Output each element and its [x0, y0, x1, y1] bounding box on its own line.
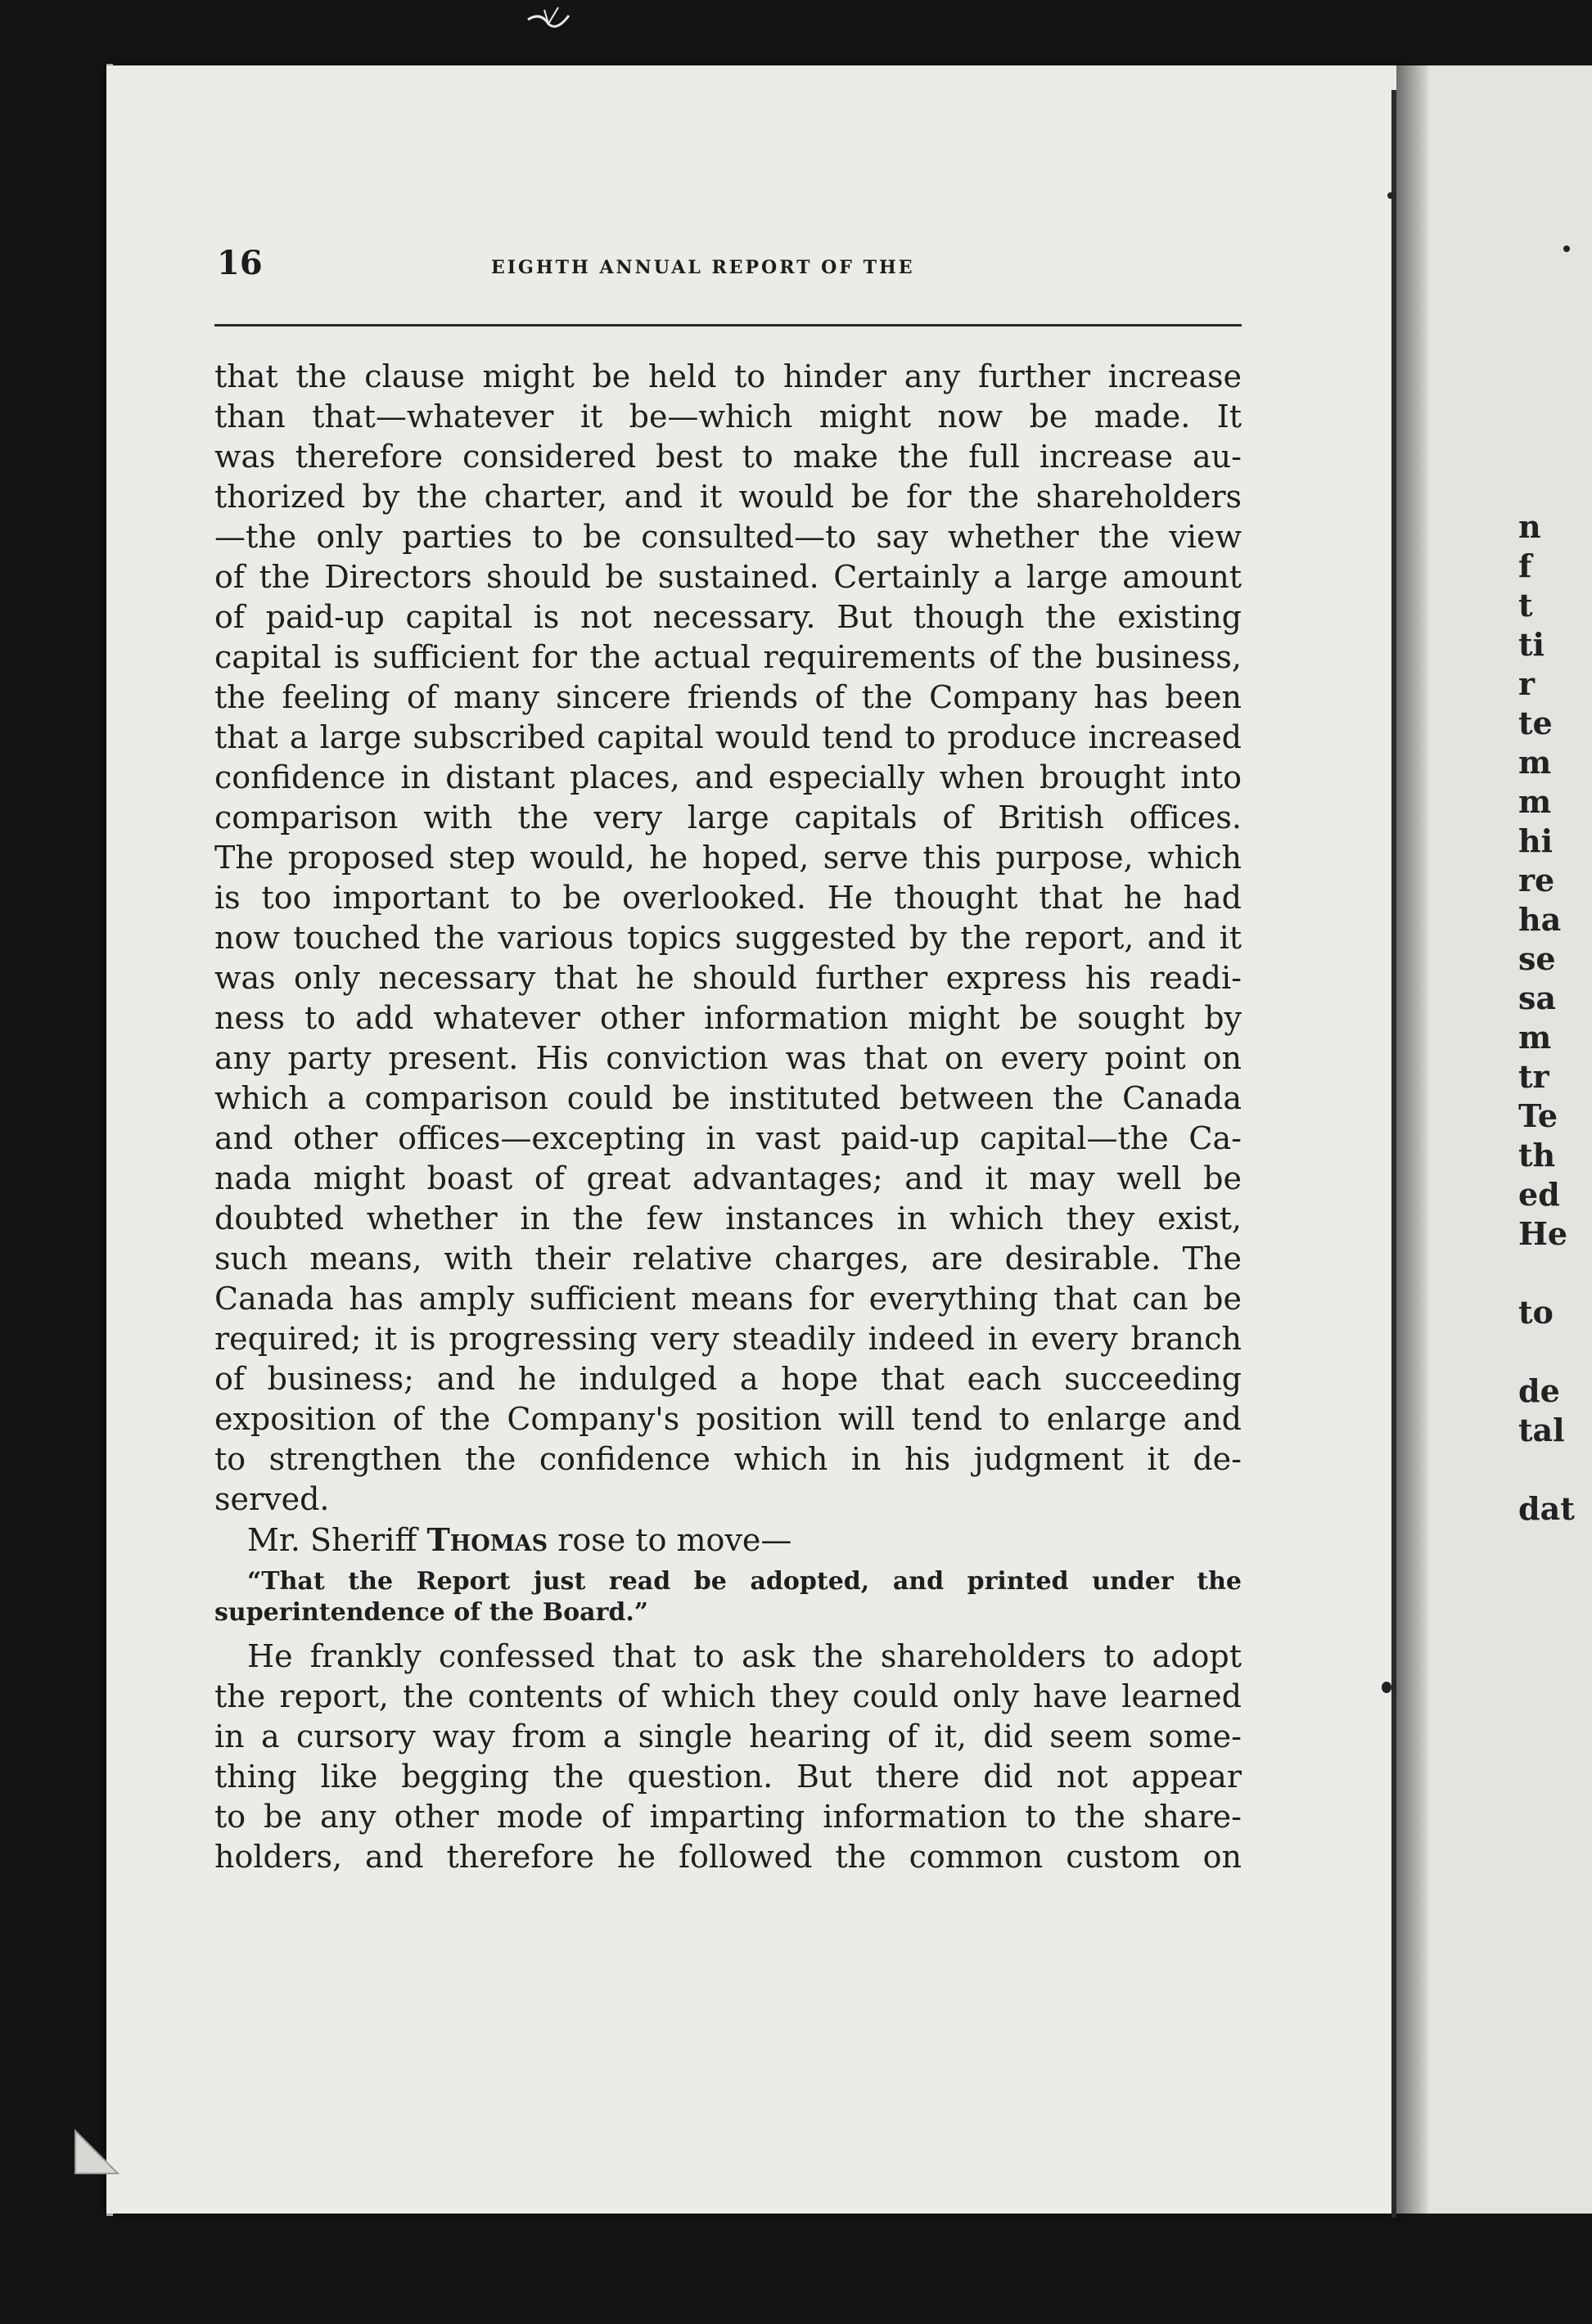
text-line: ness to add whatever other information might be sought by	[214, 1000, 1242, 1036]
folded-corner-icon	[72, 2128, 121, 2177]
text-line: exposition of the Company's position will tend to enlarge and	[214, 1401, 1242, 1437]
page-number: 16	[217, 244, 263, 282]
fragment: m	[1518, 744, 1552, 781]
quote-line: superintendence of the Board.”	[214, 1598, 649, 1627]
text-line: doubted whether in the few instances in which they exist,	[214, 1200, 1242, 1236]
fragment: ti	[1518, 626, 1545, 663]
fragment	[1518, 1254, 1584, 1293]
text-line: that the clause might be held to hinder any further increase	[214, 358, 1242, 394]
text-line: such means, with their relative charges, are desirable. The	[214, 1241, 1242, 1277]
fragment	[1518, 1450, 1584, 1489]
fragment: t	[1518, 587, 1533, 624]
text-line: thing like begging the question. But there did not appear	[214, 1759, 1242, 1795]
paragraph-2	[214, 1520, 1242, 1560]
fragment: Te	[1518, 1097, 1558, 1134]
text-line: was therefore considered best to make the full increase au-	[214, 439, 1242, 475]
text-line: which a comparison could be instituted between the Canada	[214, 1080, 1242, 1116]
quote-line: “That the Report just read be adopted, and printed under the	[247, 1567, 1242, 1596]
fragment: te	[1518, 705, 1553, 741]
text-line: The proposed step would, he hoped, serve this purpose, which	[214, 840, 1242, 876]
fragment: sa	[1518, 980, 1557, 1016]
text-line: was only necessary that he should further express his readi-	[214, 960, 1242, 996]
speaker-name: Thomas	[426, 1521, 548, 1558]
text-line: in a cursory way from a single hearing of it, did seem some-	[214, 1718, 1242, 1754]
text-line: —the only parties to be consulted—to say whether the view	[214, 519, 1242, 555]
text-line: confidence in distant places, and especially when brought into	[214, 759, 1242, 795]
text-line: and other offices—excepting in vast paid-up capital—the Ca-	[214, 1120, 1242, 1156]
fragment: dat	[1518, 1490, 1575, 1527]
ink-speck	[1563, 245, 1570, 252]
text-line: holders, and therefore he followed the common custom on	[214, 1839, 1242, 1875]
fragment: th	[1518, 1137, 1556, 1173]
text-line: of paid-up capital is not necessary. But though the existing	[214, 599, 1242, 635]
text-line: the report, the contents of which they could only have learned	[214, 1678, 1242, 1714]
binding-thread-icon	[524, 3, 573, 36]
fragment: He	[1518, 1215, 1568, 1252]
fragment: to	[1518, 1294, 1554, 1331]
facing-page-text	[1518, 507, 1584, 1529]
fragment: se	[1518, 940, 1556, 977]
paragraph-3	[214, 1637, 1242, 1877]
ink-speck	[1387, 192, 1394, 199]
text-line: thorized by the charter, and it would be for the shareholders	[214, 479, 1242, 515]
fragment: ed	[1518, 1176, 1560, 1213]
text-line: that a large subscribed capital would tend to produce increased	[214, 719, 1242, 755]
fragment: tal	[1518, 1412, 1565, 1448]
fragment: hi	[1518, 822, 1554, 859]
page-header	[217, 244, 1244, 285]
text-line: to strengthen the confidence which in his judgment it de-	[214, 1441, 1242, 1477]
text-line: comparison with the very large capitals of British offices.	[214, 799, 1242, 835]
resolution-quote	[214, 1566, 1242, 1628]
text-line: of business; and he indulged a hope that each succeeding	[214, 1361, 1242, 1397]
running-head: EIGHTH ANNUAL REPORT OF THE	[491, 257, 915, 278]
speaker-prefix: Mr. Sheriff	[247, 1522, 427, 1558]
text-line: capital is sufficient for the actual requirements of the business,	[214, 639, 1242, 675]
text-line: than that—whatever it be—which might now be made. It	[214, 399, 1242, 435]
fragment: re	[1518, 862, 1555, 899]
text-line: any party present. His conviction was that on every point on	[214, 1040, 1242, 1076]
fragment: r	[1518, 665, 1536, 702]
text-line: now touched the various topics suggested by the report, and it	[214, 920, 1242, 956]
fragment: n	[1518, 508, 1541, 545]
ink-speck	[1382, 1682, 1391, 1693]
fragment: ha	[1518, 901, 1562, 938]
fragment: m	[1518, 1019, 1552, 1056]
fragment: m	[1518, 783, 1552, 820]
paragraph-1	[214, 357, 1242, 1520]
text-line: the feeling of many sincere friends of the Company has been	[214, 679, 1242, 715]
text-line: required; it is progressing very steadily indeed in every branch	[214, 1321, 1242, 1357]
fragment: tr	[1518, 1058, 1549, 1095]
fragment: de	[1518, 1372, 1560, 1409]
text-line: He frankly confessed that to ask the shareholders to adopt	[247, 1638, 1242, 1674]
fragment	[1518, 1332, 1584, 1371]
header-rule	[214, 324, 1242, 327]
body-text	[214, 357, 1242, 1877]
text-line: served.	[214, 1481, 330, 1517]
speaker-suffix: rose to move—	[548, 1522, 792, 1558]
gutter-shadow	[1396, 65, 1429, 2214]
text-line: Canada has amply sufficient means for everything that can be	[214, 1281, 1242, 1317]
text-line: to be any other mode of imparting information to the share-	[214, 1799, 1242, 1835]
fragment: f	[1518, 547, 1532, 584]
text-line: is too important to be overlooked. He thought that he had	[214, 880, 1242, 916]
text-line: nada might boast of great advantages; and it may well be	[214, 1160, 1242, 1196]
text-line: of the Directors should be sustained. Certainly a large amount	[214, 559, 1242, 595]
